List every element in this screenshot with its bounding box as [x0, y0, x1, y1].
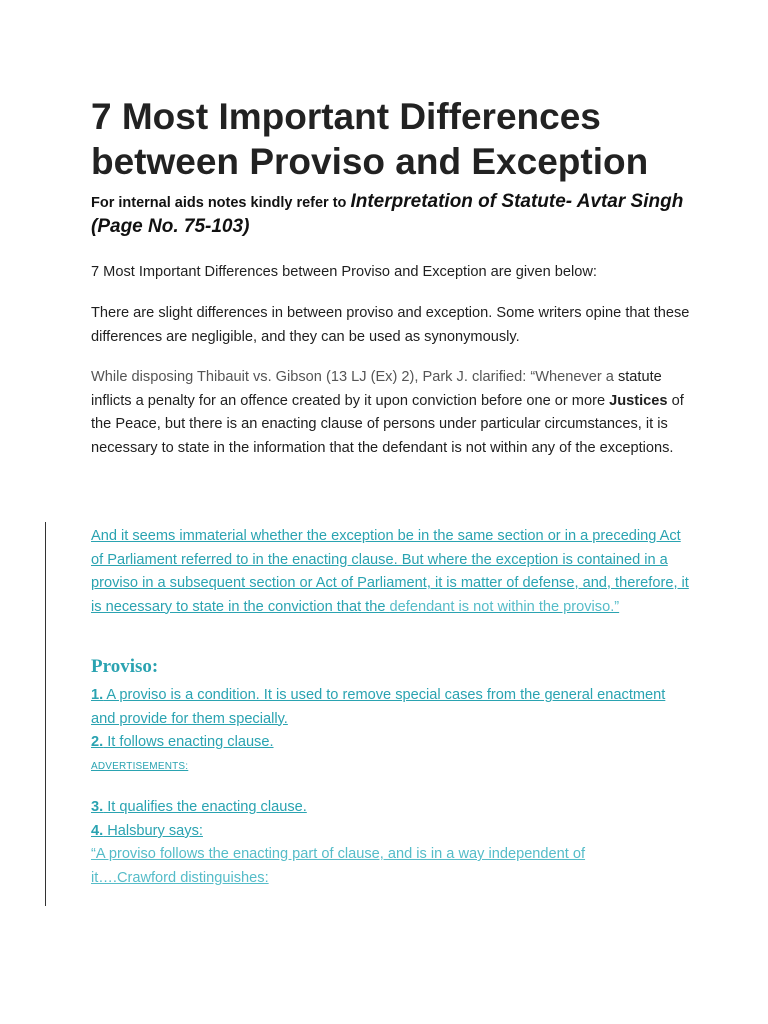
thibault-text-3: of the Peace, but there is an enacting clause of persons under particular circumstances, it is necessary to state in the information that the defendant is not within any of the exceptions. [91, 392, 684, 456]
proviso-item-4-number[interactable]: 4. [91, 823, 104, 839]
proviso-item-3[interactable] [91, 796, 691, 820]
thibault-case-text: While disposing Thibauit vs. Gibson (13 LJ (Ex) 2), Park J. clarified: “Whenever a [91, 369, 614, 385]
proviso-item-1[interactable] [91, 684, 691, 731]
slight-differences-paragraph: There are slight differences in between proviso and exception. Some writers opine that these differences are negligible, and they can be used as synonymously. [91, 305, 690, 345]
article-title: 7 Most Important Differences between Proviso and Exception [91, 96, 649, 182]
proviso-item-2[interactable] [91, 731, 691, 755]
quote-border [45, 522, 46, 906]
reference-book: Interpretation of Statute- Avtar Singh (Page No. 75-103) [91, 191, 684, 237]
proviso-item-3-text[interactable]: It qualifies the enacting clause. [103, 799, 307, 815]
justices-bold: Justices [609, 392, 668, 409]
proviso-item-3-number[interactable]: 3. [91, 799, 104, 815]
proviso-item-4-text[interactable]: Halsbury says: [103, 823, 203, 839]
advertisements-label[interactable]: ADVERTISEMENTS: [91, 761, 189, 772]
thibault-paragraph [91, 366, 691, 460]
quote-last-line[interactable]: defendant is not within the proviso.” [389, 598, 620, 615]
proviso-item-1-number[interactable]: 1. [91, 687, 104, 703]
reference-note [91, 190, 711, 240]
quote-main-text[interactable]: And it seems immaterial whether the exception be in the same section or in a preceding Act of Parliament referred to in the enacting clause. But where the exception is contained in a proviso in a subsequent section or Act of Parliament, it is matter of defense, and, therefore, it is necessary to state in the conviction that the [91, 528, 689, 615]
halsbury-quote-link[interactable]: “A proviso follows the enacting part of clause, and is in a way independent of it….Crawford distinguishes: [91, 846, 586, 886]
proviso-item-2-number[interactable]: 2. [91, 734, 104, 750]
proviso-item-2-text[interactable]: It follows enacting clause. [103, 734, 274, 750]
block-quote-link[interactable] [91, 525, 691, 619]
proviso-heading: Proviso: [91, 656, 159, 677]
reference-prefix: For internal aids notes kindly refer to [91, 195, 351, 211]
thibault-text-2: statute inflicts a penalty for an offence created by it upon conviction before one or more [91, 369, 662, 409]
intro-paragraph: 7 Most Important Differences between Proviso and Exception are given below: [91, 264, 597, 280]
proviso-item-1-text[interactable]: A proviso is a condition. It is used to remove special cases from the general enactment and provide for them specially. [91, 687, 666, 727]
proviso-item-4[interactable] [91, 820, 691, 844]
